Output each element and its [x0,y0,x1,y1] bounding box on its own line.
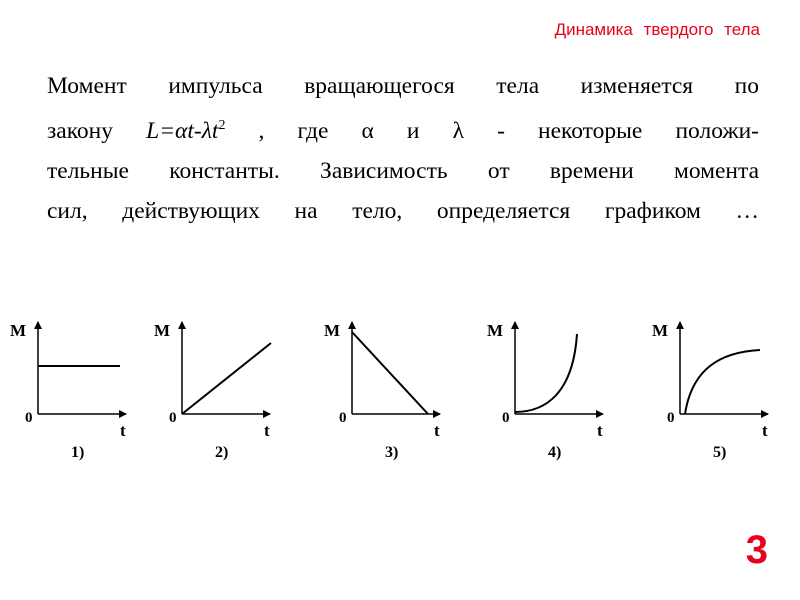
problem-line-3: тельные константы. Зависимость от времени момента [47,157,759,184]
origin-label: 0 [169,410,177,426]
problem-line-2 [47,106,759,151]
y-axis-label: M [10,321,27,340]
graph-3 [324,321,440,461]
x-axis-label: t [120,421,126,440]
graph-5 [652,321,768,461]
origin-label: 0 [502,410,510,426]
problem-line-1: Момент импульса вращающегося тела изменяется по [47,73,759,99]
formula: L=αt-λt [146,117,219,144]
x-axis-label: t [264,421,270,440]
problem-line-2-end: , где α и λ - некоторые положи- [225,117,759,144]
x-axis-label: t [762,421,768,440]
graph-2 [154,321,271,461]
graph-options [0,300,800,470]
origin-label: 0 [25,410,33,426]
y-axis-label: M [652,321,669,340]
graph-number-label: 3) [385,444,399,461]
graph-number-label: 5) [713,444,727,461]
graph-number-label: 2) [215,444,229,461]
graph-1 [10,321,126,461]
problem-line-4: сил, действующих на тело, определяется графиком … [47,197,759,224]
answer-number: 3 [745,528,768,572]
graphs-root [10,321,768,461]
y-axis-label: M [487,321,504,340]
graph-4 [487,321,603,461]
topic-title: Динамика твердого тела [554,20,760,39]
graph-number-label: 1) [71,444,85,461]
graph-number-label: 4) [548,444,562,461]
graph-curve [515,334,577,412]
graph-curve [182,343,271,414]
y-axis-label: M [324,321,341,340]
graph-curve [685,350,760,414]
y-axis-label: M [154,321,171,340]
problem-text [47,66,759,231]
problem-line-2-start: закону [47,117,147,144]
origin-label: 0 [339,410,347,426]
x-axis-label: t [434,421,440,440]
graph-curve [352,332,428,414]
origin-label: 0 [667,410,675,426]
formula-exponent: 2 [218,118,226,133]
x-axis-label: t [597,421,603,440]
